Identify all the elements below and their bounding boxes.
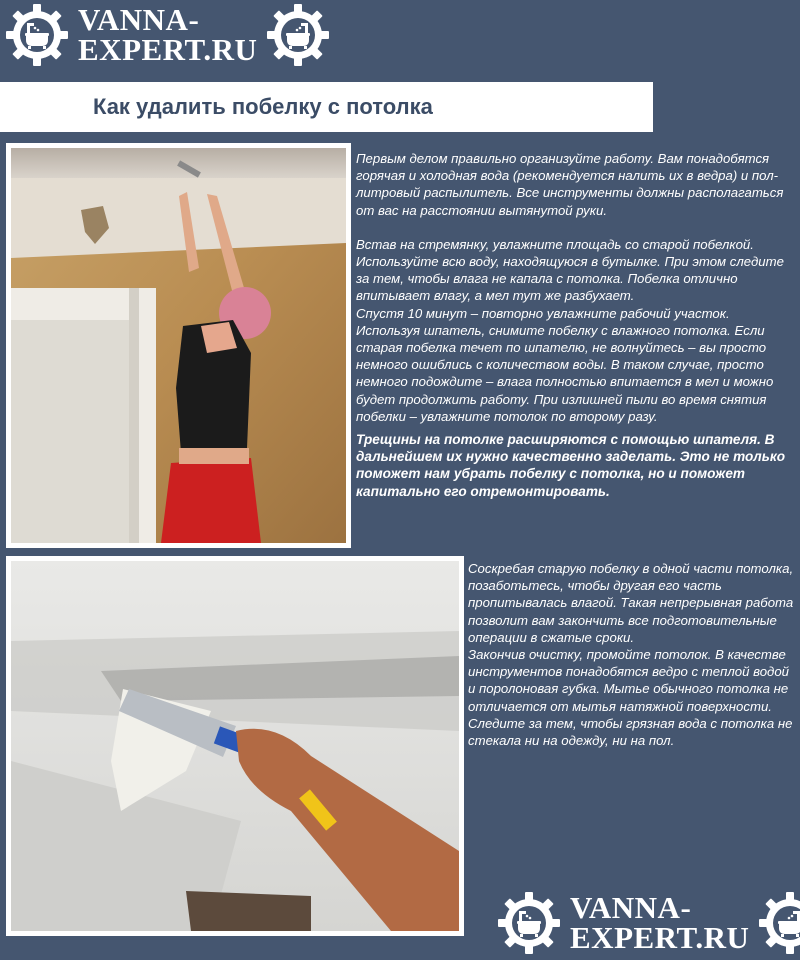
instructions-block-top <box>356 150 796 517</box>
paragraph: Соскребая старую побелку в одной части потолка, позаботьтесь, чтобы другая его часть пропитывалась влагой. Такая непрерывная работа позволит вам закончить все подготовительные операции в сжатые сроки. <box>468 561 794 645</box>
paragraph: Закончив очистку, промойте потолок. В качестве инструментов понадобятся ведро с теплой водой и поролоновая губка. Мытье обычного потолка не отличается от мытья натяжной поверхности. Следите за тем, чтобы грязная вода с потолка не стекала ни на одежду, ни на пол. <box>468 647 793 749</box>
photo-woman-scraping-ceiling <box>6 143 351 548</box>
photo-image <box>11 148 346 543</box>
site-logo-bottom[interactable] <box>496 890 800 956</box>
title-bar <box>0 82 653 132</box>
logo-line-1: VANNA- <box>78 2 200 37</box>
paragraph-highlight: Трещины на потолке расширяются с помощью шпателя. В дальнейшем их нужно качественно заделать. Это не только поможет нам убрать побелку с потолка, но и поможет капитально его отремонтировать. <box>356 432 786 499</box>
logo-text <box>78 2 258 67</box>
logo-text <box>570 890 750 955</box>
logo-line-2: EXPERT.RU <box>570 920 750 955</box>
gear-bathtub-icon <box>4 2 70 68</box>
paragraph: Спустя 10 минут – повторно увлажните рабочий участок. Используя шпатель, снимите побелку с влажного потолка. Если старая побелка течет по шпателю, не волнуйтесь – вы просто немного ошиблись с количеством воды. В таком случае, просто немного подождите – влага полностью впитается в мел и можно будет продолжить работу. При излишней пыли во время снятия побелки – увлажните потолок по второму разу. <box>356 305 774 424</box>
instructions-block-bottom <box>468 560 798 749</box>
paragraph: Первым делом правильно организуйте работу. Вам понадобятся горячая и холодная вода (рекомендуется налить их в ведра) и пол-литровый распылитель. Все инструменты должны располагаться от вас на расстоянии вытянутой руки. <box>356 151 784 218</box>
gear-bathtub-icon <box>265 2 331 68</box>
logo-line-1: VANNA- <box>570 890 692 925</box>
logo-line-2: EXPERT.RU <box>78 32 258 67</box>
page-title: Как удалить побелку с потолка <box>93 94 433 119</box>
gear-bathtub-icon <box>496 890 562 956</box>
gear-bathtub-icon <box>757 890 800 956</box>
photo-spatula-scraping-ceiling <box>6 556 464 936</box>
site-logo-top[interactable] <box>4 2 331 68</box>
paragraph: Встав на стремянку, увлажните площадь со старой побелкой. Используйте всю воду, находящуюся в бутылке. При этом следите за тем, чтобы влага не капала с потолка. Побелка отлично впитывает влагу, а мел тут же разбухает. <box>356 236 784 304</box>
photo-image <box>11 561 459 931</box>
